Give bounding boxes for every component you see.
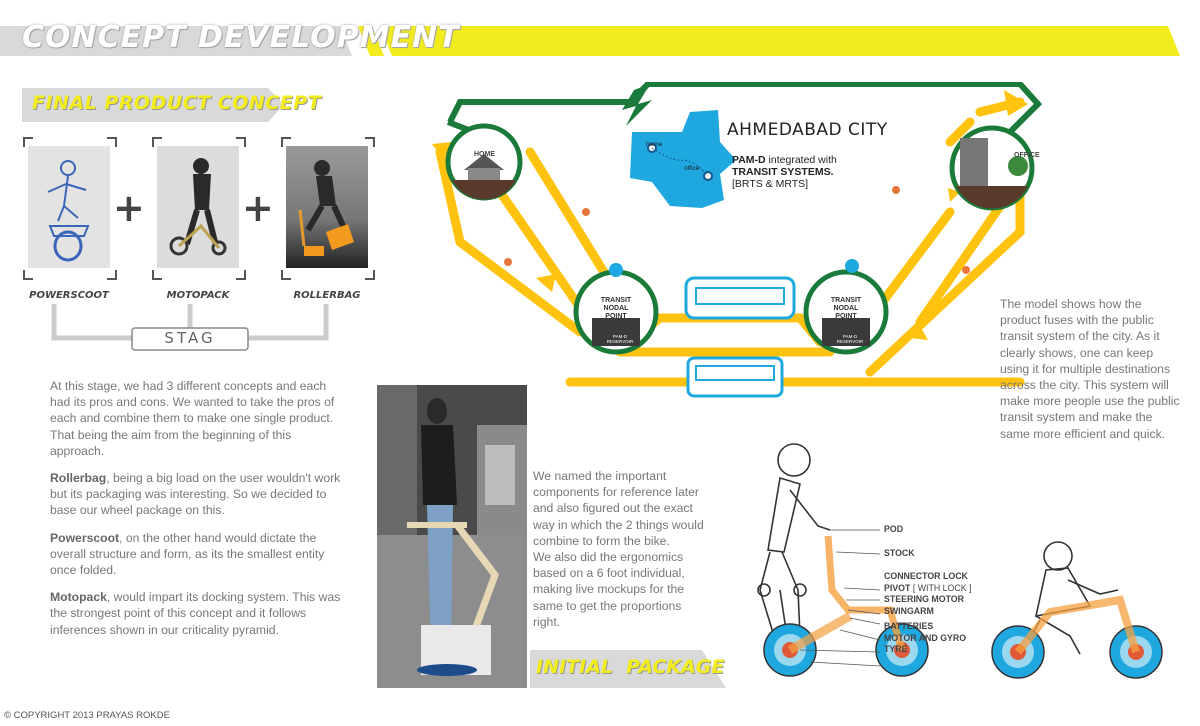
label-stock: STOCK [884, 547, 915, 558]
rollerbag-term: Rollerbag [50, 471, 107, 486]
transit-systems-label: TRANSIT SYSTEMS. [732, 166, 834, 178]
stag-label: STAG [164, 329, 216, 347]
intro-text [50, 378, 345, 638]
nodal-point-label-left [596, 297, 636, 321]
intro-paragraph: At this stage, we had 3 different concepts and each had its pros and cons. We wanted to take the pros of each and combine them to make one single product. That being the aim from the beginning of this approach. [50, 379, 335, 458]
integration-text [732, 154, 837, 190]
nodal-line1: TRANSIT [830, 297, 862, 304]
pivot-suffix: [ WITH LOCK ] [912, 582, 972, 593]
label-pod: POD [884, 524, 904, 534]
electricity-grid-label: ELECTRICITY GRID [648, 104, 682, 116]
concept-label-motopack: MOTOPACK [166, 290, 230, 301]
powerscoot-term: Powerscoot [50, 530, 120, 545]
pivot-name: PIVOT [884, 582, 911, 593]
concept-label-rollerbag: ROLLERBAG [293, 290, 361, 301]
map-home-label: home [646, 141, 663, 148]
component-labels [884, 524, 972, 656]
rollerbag-paragraph [50, 470, 345, 519]
label-batteries: BATTERIES [884, 621, 934, 631]
label-tyre: TYRE [884, 644, 908, 654]
rollerbag-image [286, 146, 368, 268]
mockup-photo [377, 385, 527, 688]
label-connector-lock: CONNECTOR LOCK [884, 571, 968, 581]
powerscoot-desc: , on the other hand would dictate the overall structure and form, as its the smallest entity once folded. [50, 530, 325, 578]
label-swingarm: SWINGARM [884, 605, 934, 616]
label-pivot [884, 583, 972, 595]
section-title: FINAL PRODUCT CONCEPT [32, 92, 322, 114]
reservoir-label-left: PAM-D RESERVOIR [606, 334, 634, 344]
city-title: AHMEDABAD CITY [727, 120, 888, 140]
integration-product: PAM-D [732, 154, 766, 166]
motopack-image [157, 146, 239, 268]
concept-label-powerscoot: POWERSCOOT [29, 290, 109, 301]
model-description: The model shows how the product fuses with the public transit system of the city. As it clearly shows, one can keep using it for multiple destinations across the city. This system will make more people use the public transit system and make the same more efficient and quick. [1000, 297, 1180, 441]
rollerbag-desc: , being a big load on the user wouldn't work but its packaging was interesting. So we decided to base our wheel package on this. [50, 471, 341, 518]
initial-package-title: INITIAL PACKAGE [536, 656, 725, 678]
copyright: © COPYRIGHT 2013 PRAYAS ROKDE [4, 710, 170, 721]
reservoir-label-right: PAM-D RESERVOIR [836, 334, 864, 344]
integration-rest: integrated with [765, 154, 837, 166]
powerscoot-image [28, 146, 110, 268]
powerscoot-paragraph [50, 530, 345, 579]
nodal-line2: NODAL POINT [603, 305, 629, 320]
motopack-term: Motopack [50, 590, 107, 605]
brts-label: [BRTS & MRTS] [732, 178, 809, 190]
components-text [533, 468, 705, 630]
office-label: OFFICE [1014, 152, 1040, 159]
motopack-paragraph [50, 589, 345, 638]
nodal-point-label-right [826, 297, 866, 321]
label-steering-motor: STEERING MOTOR [884, 594, 964, 604]
components-paragraph: We named the important components for reference later and also figured out the exact way in which the 2 things would combine to form the bike. [533, 469, 704, 548]
home-label: HOME [474, 151, 495, 158]
motopack-desc: , would impart its docking system. This was the strongest point of this concept and it follows inferences shown in our criticality pyramid. [50, 590, 341, 637]
ergonomics-paragraph: We also did the ergonomics based on a 6 foot individual, making live mockups for the same to get the proportions right. [533, 550, 685, 629]
nodal-line1: TRANSIT [600, 297, 632, 304]
label-motor-gyro: MOTOR AND GYRO [884, 632, 967, 643]
plus-icon: + [113, 186, 145, 230]
map-office-label: office [684, 165, 700, 172]
plus-icon: + [242, 186, 274, 230]
nodal-line2: NODAL POINT [833, 305, 859, 320]
page-title: CONCEPT DEVELOPMENT [22, 20, 460, 55]
